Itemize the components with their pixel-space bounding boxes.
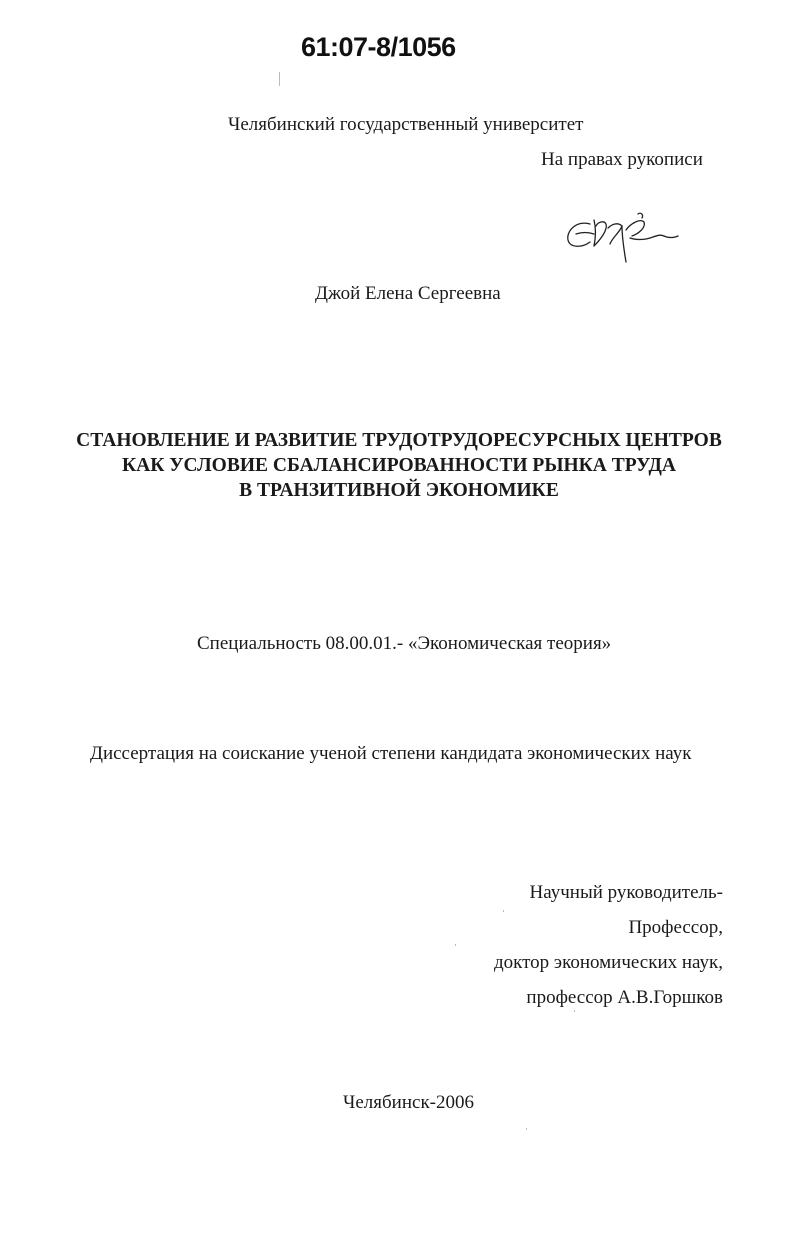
title-line: КАК УСЛОВИЕ СБАЛАНСИРОВАННОСТИ РЫНКА ТРУДА	[121, 455, 677, 476]
scan-speck	[503, 910, 504, 912]
title-line: В ТРАНЗИТИВНОЙ ЭКОНОМИКЕ	[239, 480, 559, 501]
archive-code: 61:07-8/1056	[301, 32, 456, 62]
supervisor-position: Профессор,	[628, 917, 723, 938]
manuscript-note: На правах рукописи	[541, 149, 703, 170]
supervisor-role: Научный руководитель-	[529, 882, 723, 903]
supervisor-block	[494, 875, 723, 1015]
title-line: СТАНОВЛЕНИЕ И РАЗВИТИЕ ТРУДОТРУДОРЕСУРСНЫХ ЦЕНТРОВ	[76, 430, 722, 451]
dissertation-title	[0, 428, 798, 503]
degree-statement: Диссертация на соискание ученой степени кандидата экономических наук	[90, 743, 692, 764]
supervisor-name: профессор А.В.Горшков	[526, 987, 723, 1008]
scan-speck	[279, 72, 280, 86]
author-name: Джой Елена Сергеевна	[315, 283, 501, 304]
handwritten-signature	[560, 210, 685, 270]
scan-speck	[574, 1010, 575, 1012]
specialty: Специальность 08.00.01.- «Экономическая теория»	[197, 633, 612, 654]
supervisor-degree: доктор экономических наук,	[493, 952, 723, 973]
scan-speck	[455, 944, 456, 946]
scan-speck	[526, 1128, 527, 1130]
city-year: Челябинск-2006	[343, 1092, 474, 1113]
university-name: Челябинский государственный университет	[228, 114, 584, 135]
